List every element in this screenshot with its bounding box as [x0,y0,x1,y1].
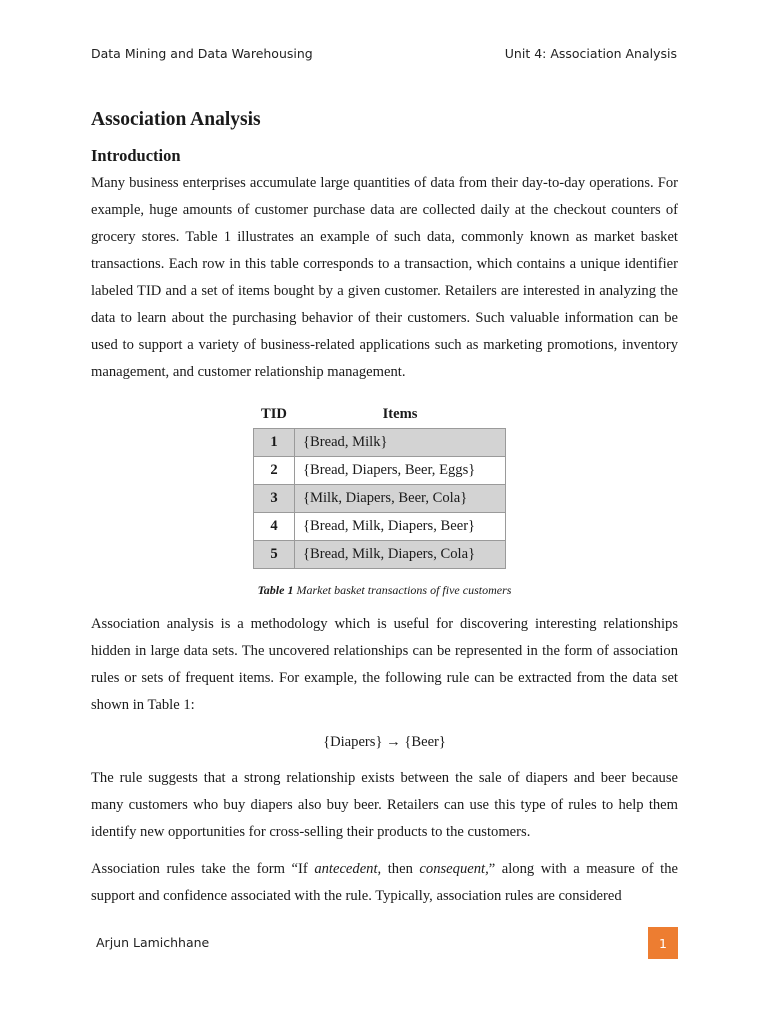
table-cell-tid: 1 [254,429,295,457]
table-caption-text: Market basket transactions of five customers [296,583,512,597]
table-caption [91,581,678,599]
page-title: Association Analysis [91,109,261,130]
table-header-row [254,400,506,429]
table-cell-items: {Bread, Milk, Diapers, Cola} [295,541,506,569]
transactions-table-wrap [91,400,678,569]
section-heading: Introduction [91,146,181,165]
rules-form-text-3: ” along with a measure of the support and confidence associated with the rule. Typically, association rules are considered [91,861,678,904]
table-row [254,429,506,457]
antecedent-term: antecedent [314,861,378,877]
table-cell-tid: 2 [254,457,295,485]
footer-author: Arjun Lamichhane [96,935,210,950]
page-content [91,106,678,910]
table-cell-tid: 4 [254,513,295,541]
table-header-tid: TID [261,405,287,422]
rule-explanation-paragraph: The rule suggests that a strong relationship exists between the sale of diapers and beer because many customers who buy diapers also buy beer. Retailers can use this type of rules to help them identify new opportunities for cross-selling their products to the customers. [91,770,678,840]
table-cell-items: {Bread, Milk, Diapers, Beer} [295,513,506,541]
table-caption-label: Table 1 [257,583,294,597]
table-cell-tid: 3 [254,485,295,513]
intro-paragraph: Many business enterprises accumulate large quantities of data from their day-to-day operations. For example, huge amounts of customer purchase data are collected daily at the checkout counters of grocery stores. Table 1 illustrates an example of such data, commonly known as market basket transactions. Each row in this table corresponds to a transaction, which contains a unique identifier labeled TID and a set of items bought by a given customer. Retailers are interested in analyzing the data to learn about the purchasing behavior of their customers. Such valuable information can be used to support a variety of business-related applications such as marketing promotions, inventory management, and customer relationship management. [91,175,678,380]
association-rule: {Diapers} → {Beer} [323,734,446,750]
table-row [254,513,506,541]
table-row [254,457,506,485]
page-number: 1 [648,927,678,959]
table-cell-items: {Bread, Milk} [295,429,506,457]
table-row [254,485,506,513]
header-right: Unit 4: Association Analysis [504,46,677,61]
consequent-term: consequent, [419,861,489,877]
rules-form-text-1: Association rules take the form “If [91,861,315,877]
transactions-table [253,400,506,569]
rules-form-paragraph [91,856,678,910]
table-cell-items: {Bread, Diapers, Beer, Eggs} [295,457,506,485]
table-header-items: Items [382,405,418,422]
header-left: Data Mining and Data Warehousing [91,46,313,61]
table-cell-items: {Milk, Diapers, Beer, Cola} [295,485,506,513]
table-cell-tid: 5 [254,541,295,569]
table-row [254,541,506,569]
association-paragraph: Association analysis is a methodology which is useful for discovering interesting relationships hidden in large data sets. The uncovered relationships can be represented in the form of association rules or sets of frequent items. For example, the following rule can be extracted from the data set shown in Table 1: [91,616,678,713]
rules-form-text-2: , then [377,861,420,877]
